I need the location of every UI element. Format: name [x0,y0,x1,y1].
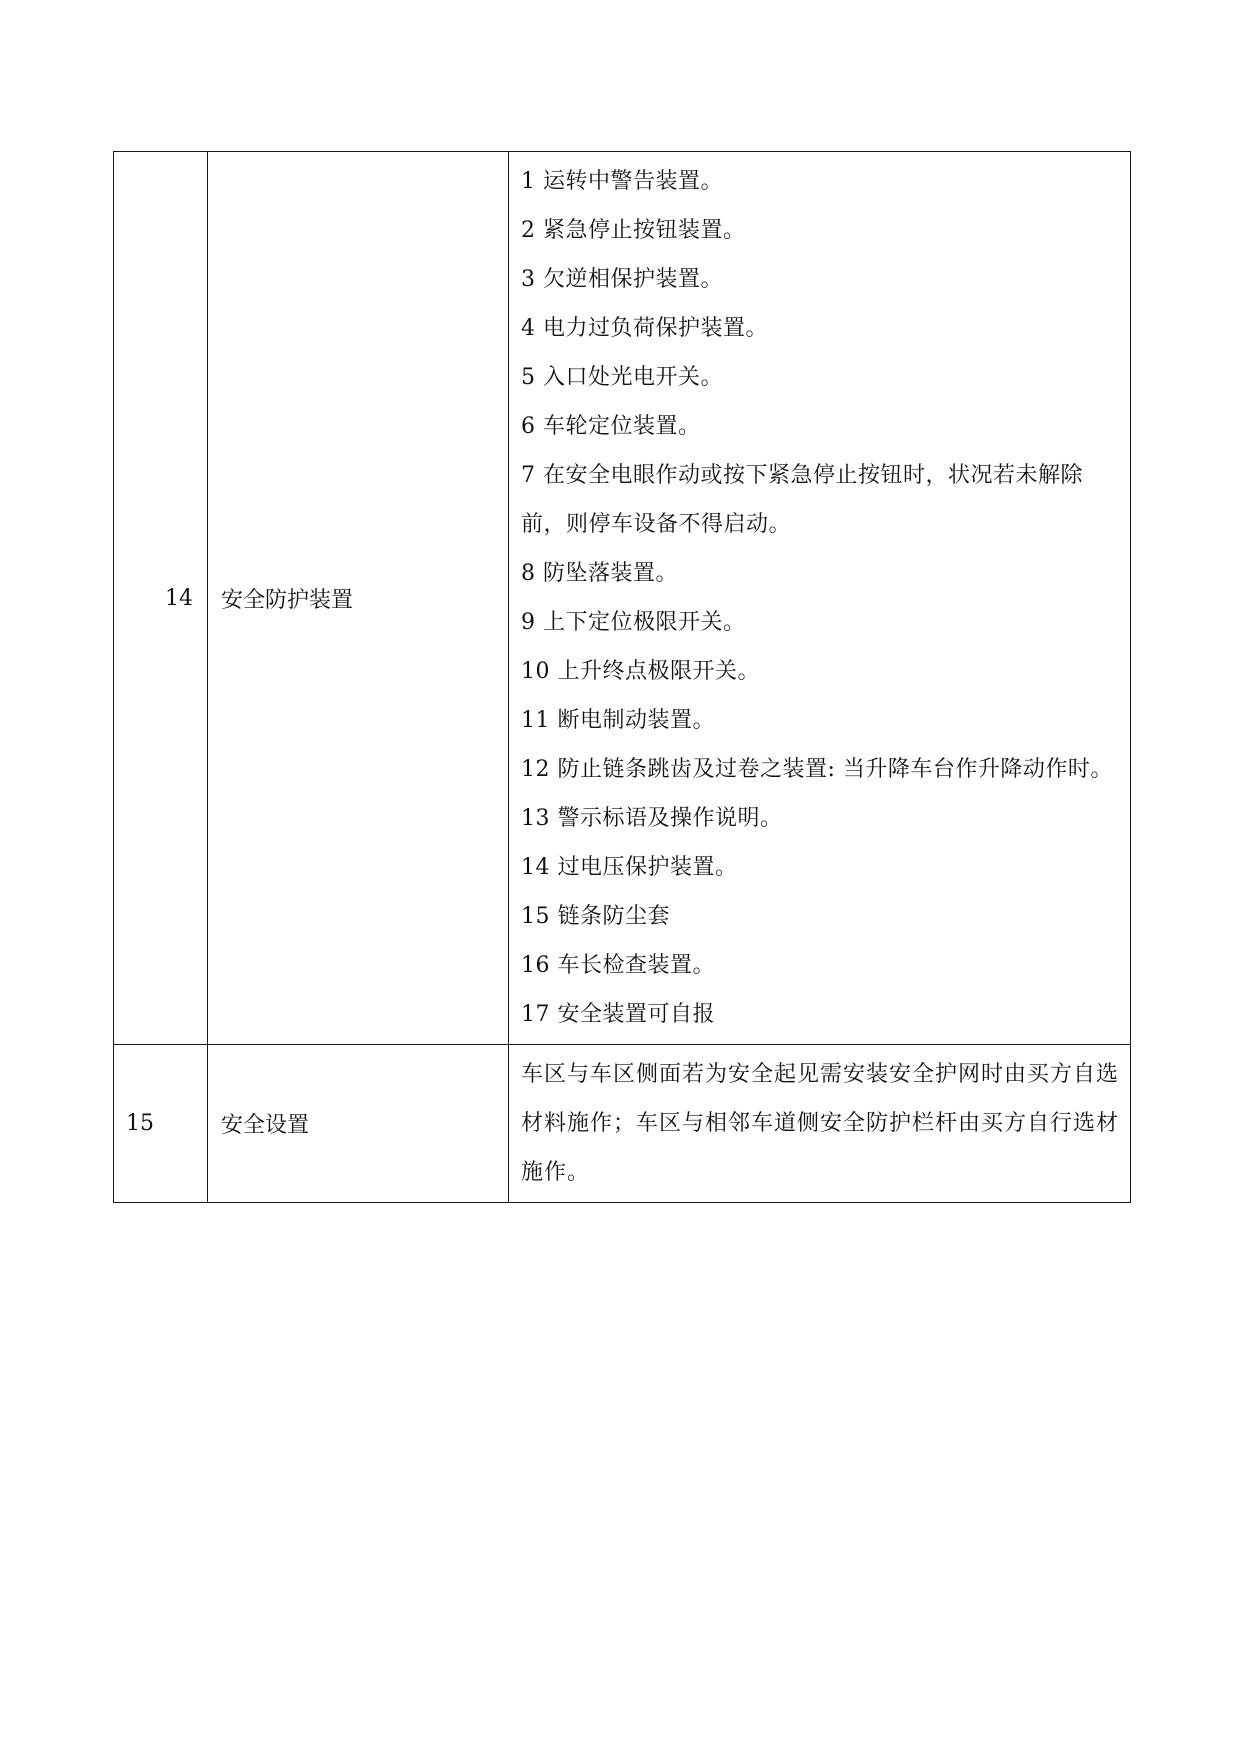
row-number: 14 [114,152,208,1045]
list-item: 15 链条防尘套 [521,904,670,929]
list-item: 8 防坠落装置。 [521,561,678,586]
list-item: 16 车长检查装置。 [521,953,715,978]
list-item: 11 断电制动装置。 [521,708,715,733]
row-description [509,152,1131,1045]
list-item: 9 上下定位极限开关。 [521,610,746,635]
table-row [114,152,1131,1045]
list-item: 1 运转中警告装置。 [521,169,723,194]
row-name: 安全防护装置 [208,152,509,1045]
description-paragraph: 车区与车区侧面若为安全起见需安装安全护网时由买方自选材料施作；车区与相邻车道侧安全防护栏杆由买方自行选材施作。 [521,1062,1120,1185]
list-item: 6 车轮定位装置。 [521,414,701,439]
row-number: 15 [114,1045,208,1203]
list-item: 7 在安全电眼作动或按下紧急停止按钮时，状况若未解除 [521,463,1083,488]
list-item: 4 电力过负荷保护装置。 [521,316,768,341]
list-item: 12 防止链条跳齿及过卷之装置: 当升降车台作升降动作时。 [521,757,1113,782]
list-item: 13 警示标语及操作说明。 [521,806,783,831]
spec-table [113,151,1131,1203]
row-name: 安全设置 [208,1045,509,1203]
list-item: 前，则停车设备不得启动。 [521,512,792,537]
list-item: 3 欠逆相保护装置。 [521,267,723,292]
list-item: 5 入口处光电开关。 [521,365,723,390]
row-description [509,1045,1131,1203]
list-item: 17 安全装置可自报 [521,1002,715,1027]
list-item: 10 上升终点极限开关。 [521,659,760,684]
list-item: 2 紧急停止按钮装置。 [521,218,746,243]
list-item: 14 过电压保护装置。 [521,855,738,880]
table-row [114,1045,1131,1203]
